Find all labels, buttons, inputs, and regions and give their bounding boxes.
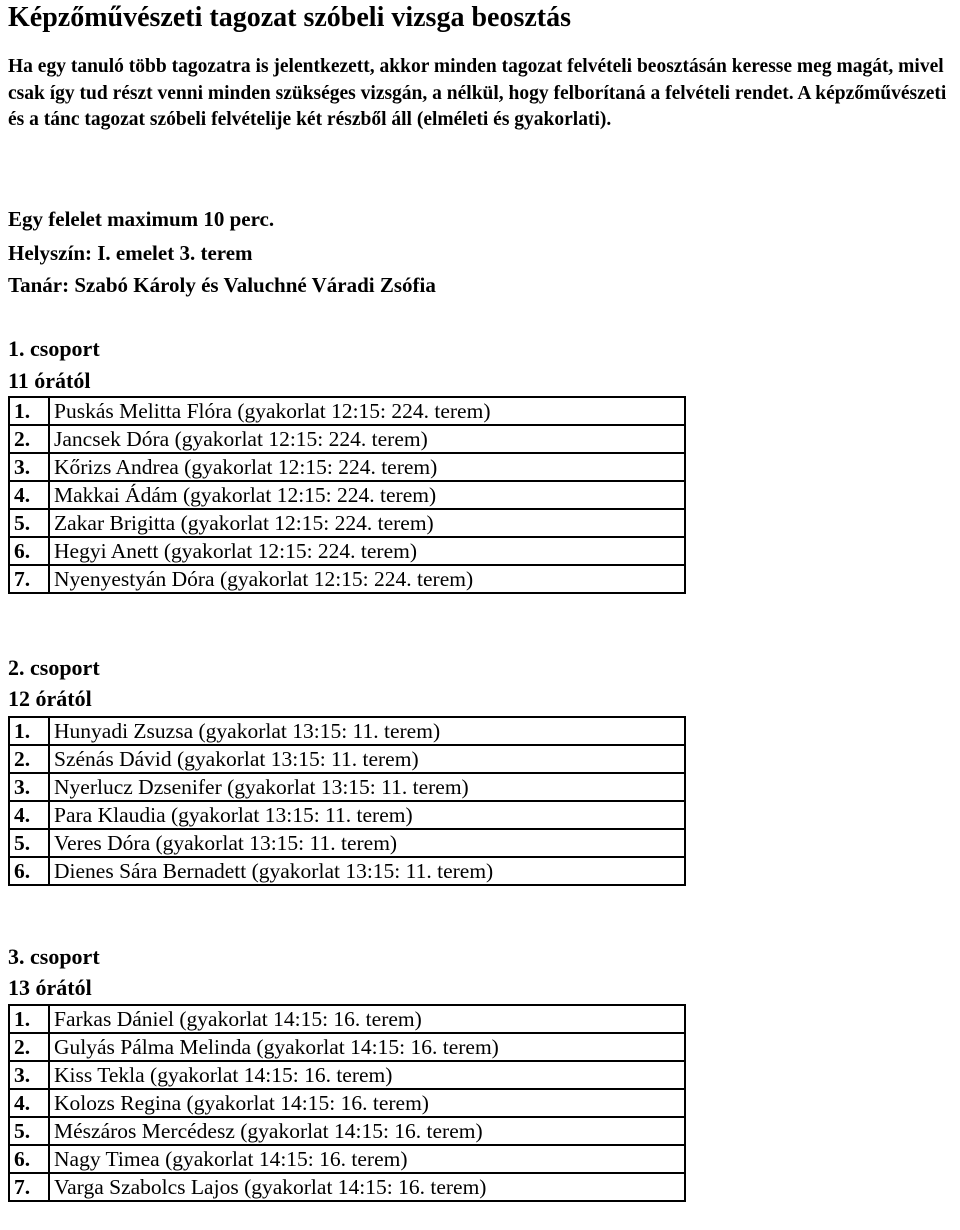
student-entry: Zakar Brigitta (gyakorlat 12:15: 224. terem) (49, 509, 685, 537)
row-number: 6. (9, 1145, 49, 1173)
table-row (9, 425, 685, 453)
group-time: 12 órától (8, 686, 92, 711)
student-entry: Kőrizs Andrea (gyakorlat 12:15: 224. terem) (49, 453, 685, 481)
row-number: 2. (9, 745, 49, 773)
student-entry: Mészáros Mercédesz (gyakorlat 14:15: 16. terem) (49, 1117, 685, 1145)
row-number: 6. (9, 537, 49, 565)
row-number: 3. (9, 773, 49, 801)
row-number: 5. (9, 1117, 49, 1145)
row-number: 4. (9, 801, 49, 829)
student-entry: Kiss Tekla (gyakorlat 14:15: 16. terem) (49, 1061, 685, 1089)
row-number: 1. (9, 1005, 49, 1033)
table-row (9, 857, 685, 885)
student-entry: Szénás Dávid (gyakorlat 13:15: 11. terem) (49, 745, 685, 773)
group-table (8, 716, 686, 886)
row-number: 1. (9, 717, 49, 745)
table-row (9, 745, 685, 773)
group-label: 1. csoport (8, 336, 100, 361)
group-table (8, 396, 686, 594)
table-row (9, 453, 685, 481)
student-entry: Para Klaudia (gyakorlat 13:15: 11. terem) (49, 801, 685, 829)
table-row (9, 397, 685, 425)
location-note: Helyszín: I. emelet 3. terem (8, 241, 253, 265)
group-label: 3. csoport (8, 944, 100, 969)
student-entry: Varga Szabolcs Lajos (gyakorlat 14:15: 16. terem) (49, 1173, 685, 1201)
group-time: 11 órától (8, 368, 91, 393)
page-title: Képzőművészeti tagozat szóbeli vizsga beosztás (8, 2, 571, 33)
group-label: 2. csoport (8, 655, 100, 680)
student-entry: Nyenyestyán Dóra (gyakorlat 12:15: 224. terem) (49, 565, 685, 593)
table-row (9, 801, 685, 829)
row-number: 2. (9, 425, 49, 453)
table-row (9, 829, 685, 857)
row-number: 5. (9, 509, 49, 537)
table-row (9, 1061, 685, 1089)
table-row (9, 1145, 685, 1173)
student-entry: Nagy Timea (gyakorlat 14:15: 16. terem) (49, 1145, 685, 1173)
student-entry: Hunyadi Zsuzsa (gyakorlat 13:15: 11. terem) (49, 717, 685, 745)
student-entry: Puskás Melitta Flóra (gyakorlat 12:15: 224. terem) (49, 397, 685, 425)
table-row (9, 481, 685, 509)
row-number: 4. (9, 1089, 49, 1117)
group-time: 13 órától (8, 975, 92, 1000)
student-entry: Veres Dóra (gyakorlat 13:15: 11. terem) (49, 829, 685, 857)
student-entry: Makkai Ádám (gyakorlat 12:15: 224. terem) (49, 481, 685, 509)
row-number: 3. (9, 1061, 49, 1089)
table-row (9, 1005, 685, 1033)
duration-note: Egy felelet maximum 10 perc. (8, 207, 275, 231)
table-row (9, 773, 685, 801)
student-entry: Nyerlucz Dzsenifer (gyakorlat 13:15: 11. terem) (49, 773, 685, 801)
table-row (9, 1089, 685, 1117)
row-number: 2. (9, 1033, 49, 1061)
teacher-note: Tanár: Szabó Károly és Valuchné Váradi Zsófia (8, 273, 436, 297)
student-entry: Hegyi Anett (gyakorlat 12:15: 224. terem) (49, 537, 685, 565)
row-number: 4. (9, 481, 49, 509)
student-entry: Kolozs Regina (gyakorlat 14:15: 16. terem) (49, 1089, 685, 1117)
row-number: 7. (9, 1173, 49, 1201)
row-number: 3. (9, 453, 49, 481)
table-row (9, 509, 685, 537)
student-entry: Dienes Sára Bernadett (gyakorlat 13:15: 11. terem) (49, 857, 685, 885)
student-entry: Farkas Dániel (gyakorlat 14:15: 16. terem) (49, 1005, 685, 1033)
student-entry: Jancsek Dóra (gyakorlat 12:15: 224. terem) (49, 425, 685, 453)
table-row (9, 1033, 685, 1061)
row-number: 7. (9, 565, 49, 593)
table-row (9, 565, 685, 593)
table-row (9, 1173, 685, 1201)
student-entry: Gulyás Pálma Melinda (gyakorlat 14:15: 16. terem) (49, 1033, 685, 1061)
row-number: 1. (9, 397, 49, 425)
intro-paragraph: Ha egy tanuló több tagozatra is jelentkezett, akkor minden tagozat felvételi beosztásán keresse meg magát, mivel csak így tud részt venni minden szükséges vizsgán, a nélkül, hogy felborítaná a felvételi rendet. A képzőművészeti és a tánc tagozat szóbeli felvételije két részből áll (elméleti és gyakorlati). (8, 56, 947, 131)
row-number: 5. (9, 829, 49, 857)
group-table (8, 1004, 686, 1202)
table-row (9, 1117, 685, 1145)
table-row (9, 717, 685, 745)
row-number: 6. (9, 857, 49, 885)
table-row (9, 537, 685, 565)
